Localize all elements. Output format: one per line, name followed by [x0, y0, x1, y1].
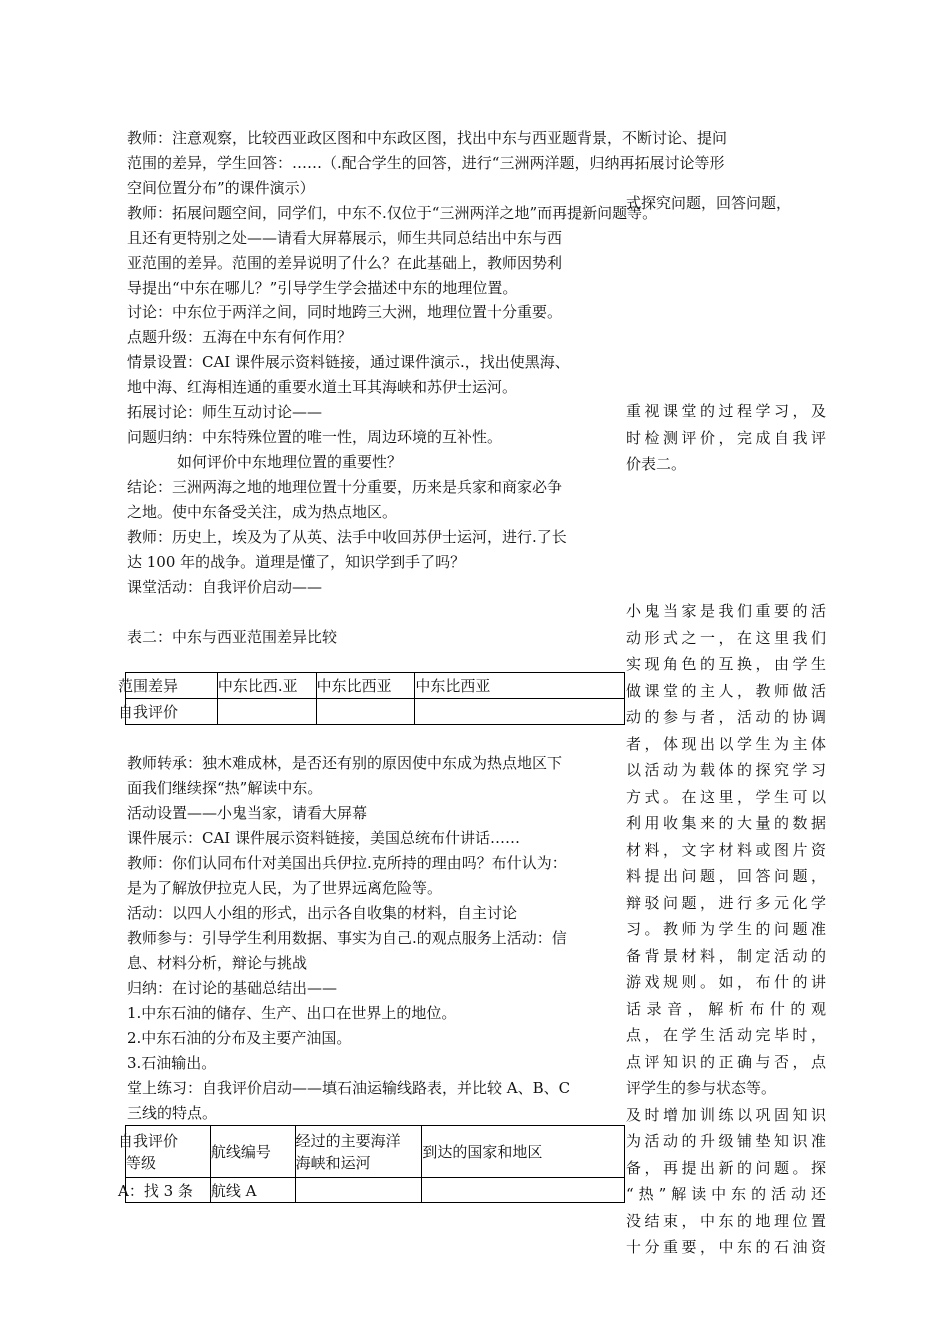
- text-line: 3.石油输出。: [127, 1054, 217, 1072]
- side-note-line: 话录音，解析布什的观: [626, 999, 826, 1018]
- table-header-cell: 自我评价 等级: [126, 1126, 211, 1178]
- table-cell: 自我评价: [126, 699, 218, 725]
- text-line: 情景设置：CAI 课件展示资料链接，通过课件演示.，找出使黑海、: [127, 353, 570, 371]
- text-line: 息、材料分析，辩论与挑战: [127, 954, 308, 972]
- side-note-line: 习。教师为学生的问题准: [626, 920, 826, 938]
- side-note-line: 为活动的升级铺垫知识准: [626, 1132, 826, 1150]
- text-line: 堂上练习：自我评价启动——填石油运输线路表，并比较 A、B、C: [127, 1079, 571, 1097]
- text-line: 亚范围的差异。范围的差异说明了什么？在此基础上，教师因势利: [127, 254, 563, 272]
- table-header-cell: 航线编号: [210, 1126, 295, 1178]
- side-note-line: 做课堂的主人，教师做活: [626, 681, 826, 700]
- side-note-line: 动形式之一，在这里我们: [626, 628, 826, 647]
- side-note-activity: [626, 598, 826, 1261]
- text-line: 表二：中东与西亚范围差异比较: [127, 628, 338, 646]
- side-note-line: 实现角色的互换，由学生: [626, 655, 826, 673]
- text-line: 范围的差异，学生回答：……（.配合学生的回答，进行“三洲两洋题，归纳再拓展讨论等形: [127, 154, 725, 172]
- oil-route-table: [118, 1125, 625, 1203]
- side-note-line: 游戏规则。如，布什的讲: [626, 973, 826, 991]
- side-note-line: 以活动为载体的探究学习: [626, 761, 826, 779]
- table-header-cell: 到达的国家和地区: [422, 1126, 625, 1178]
- table-header-cell: 中东比西亚: [316, 673, 415, 699]
- side-note-method: [626, 190, 826, 217]
- text-line: 教师参与：引导学生利用数据、事实为自己.的观点服务上活动：信: [127, 929, 567, 947]
- table-cell: A：找 3 条: [126, 1178, 211, 1203]
- side-note-line: 点，在学生活动完毕时，: [626, 1026, 826, 1044]
- text-line: 之地。使中东备受关注，成为热点地区。: [127, 503, 398, 521]
- text-line: 教师转承：独木难成林，是否还有别的原因使中东成为热点地区下: [127, 754, 563, 772]
- side-note-line: 备，再提出新的问题。探: [626, 1158, 826, 1177]
- text-line: 课件展示：CAI 课件展示资料链接，美国总统布什讲话……: [127, 829, 521, 847]
- side-note-line: 材料，文字材料或图片资: [626, 840, 826, 859]
- text-line: 达 100 年的战争。道理是懂了，知识学到手了吗？: [127, 553, 466, 571]
- side-note-line: 评学生的参与状态等。: [626, 1079, 777, 1097]
- text-line: 活动：以四人小组的形式，出示各自收集的材料，自主讨论: [127, 904, 518, 922]
- table-row: [126, 673, 625, 699]
- table-header-cell: 范围差异: [126, 673, 218, 699]
- side-note-line: 十分重要，中东的石油资: [626, 1238, 826, 1256]
- side-note-line: 式探究问题，回答问题，: [626, 194, 792, 212]
- table-cell: [422, 1178, 625, 1203]
- text-line: 导提出“中东在哪儿？”引导学生学会描述中东的地理位置。: [127, 279, 518, 297]
- text-line: 结论：三洲两海之地的地理位置十分重要，历来是兵家和商家必争: [127, 478, 563, 496]
- text-line: 面我们继续探“热”解读中东。: [127, 779, 323, 797]
- text-line: 归纳：在讨论的基础总结出——: [127, 979, 338, 997]
- text-line: 点题升级：五海在中东有何作用？: [127, 328, 353, 346]
- side-note-line: 备背景材料，制定活动的: [626, 946, 826, 965]
- table-cell: [316, 699, 415, 725]
- side-note-line: 没结束，中东的地理位置: [626, 1211, 826, 1230]
- table-row: [126, 1178, 625, 1203]
- side-note-line: 方式。在这里，学生可以: [626, 787, 826, 806]
- side-note-line: 点评知识的正确与否，点: [626, 1052, 826, 1071]
- side-note-evaluation: [626, 398, 826, 478]
- table-cell: 航线 A: [210, 1178, 295, 1203]
- side-note-line: 利用收集来的大量的数据: [626, 814, 826, 832]
- side-note-line: 料提出问题，回答问题，: [626, 867, 826, 885]
- side-note-line: 价表二。: [626, 455, 687, 473]
- side-note-line: “热”解读中东的活动还: [626, 1185, 826, 1203]
- table-cell: [295, 1178, 422, 1203]
- text-line: 三线的特点。: [127, 1104, 218, 1122]
- table-row: [126, 1126, 625, 1178]
- side-note-line: 重视课堂的过程学习，及: [626, 402, 826, 420]
- text-line: 教师：注意观察，比较西亚政区图和中东政区图，找出中东与西亚题背景，不断讨论、提问: [127, 129, 728, 147]
- table-row: [126, 699, 625, 725]
- table-cell: [415, 699, 625, 725]
- text-line: 教师：你们认同布什对美国出兵伊拉.克所持的理由吗？布什认为：: [127, 854, 567, 872]
- text-line: 讨论：中东位于两洋之间，同时地跨三大洲，地理位置十分重要。: [127, 303, 563, 321]
- table-header-cell: 中东比西.亚: [217, 673, 316, 699]
- text-line: 2.中东石油的分布及主要产油国。: [127, 1029, 352, 1047]
- text-line: 教师：拓展问题空间，同学们，中东不.仅位于“三洲两洋之地”而再提新问题等。: [127, 204, 658, 222]
- comparison-table: [118, 672, 625, 725]
- side-note-line: 时检测评价，完成自我评: [626, 428, 826, 447]
- text-line: 拓展讨论：师生互动讨论——: [127, 403, 323, 421]
- text-line: 且还有更特别之处——请看大屏幕展示，师生共同总结出中东与西: [127, 229, 563, 247]
- side-note-line: 及时增加训练以巩固知识: [626, 1105, 826, 1124]
- side-note-line: 辩驳问题，进行多元化学: [626, 893, 826, 912]
- text-line: 问题归纳：中东特殊位置的唯一性，周边环境的互补性。: [127, 428, 503, 446]
- table-header-cell: 经过的主要海洋 海峡和运河: [295, 1126, 422, 1178]
- text-line: 地中海、红海相连通的重要水道土耳其海峡和苏伊士运河。: [127, 378, 518, 396]
- side-note-line: 小鬼当家是我们重要的活: [626, 602, 826, 620]
- table-header-cell: 中东比西亚: [415, 673, 625, 699]
- text-line: 活动设置——小鬼当家，请看大屏幕: [127, 804, 368, 822]
- side-note-line: 动的参与者，活动的协调: [626, 708, 826, 726]
- table-cell: [217, 699, 316, 725]
- side-note-line: 者，体现出以学生为主体: [626, 734, 826, 753]
- text-line: 教师：历史上，埃及为了从英、法手中收回苏伊士运河，进行.了长: [127, 528, 567, 546]
- text-line: 是为了解放伊拉克人民，为了世界远离危险等。: [127, 879, 443, 897]
- text-line: 课堂活动：自我评价启动——: [127, 578, 323, 596]
- text-line: 如何评价中东地理位置的重要性？: [177, 453, 403, 471]
- text-line: 1.中东石油的储存、生产、出口在世界上的地位。: [127, 1004, 457, 1022]
- text-line: 空间位置分布”的课件演示）: [127, 179, 315, 197]
